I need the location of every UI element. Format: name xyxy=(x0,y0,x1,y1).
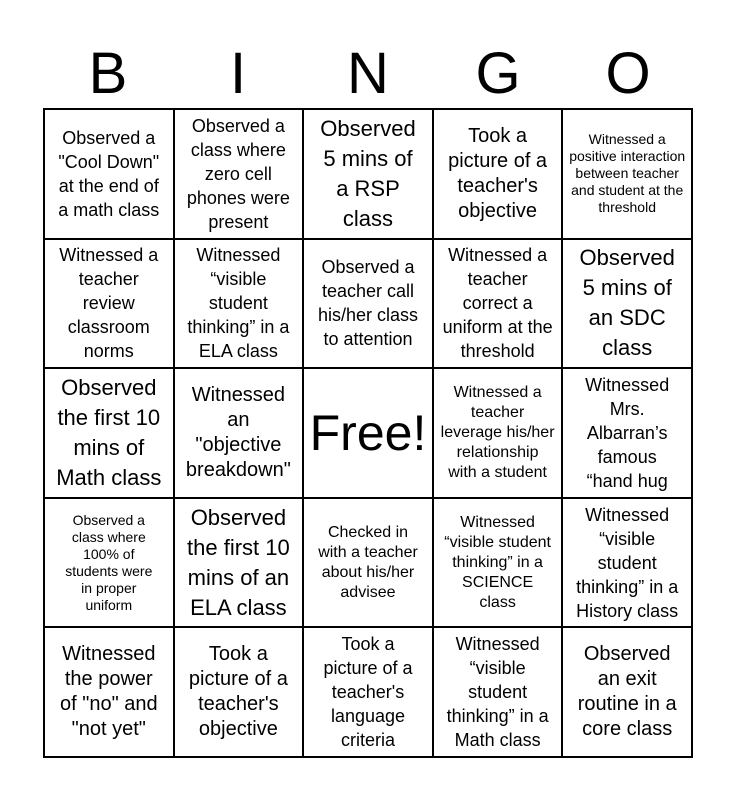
cell-text: Witnessed “visible student thinking” in a ELA class xyxy=(187,245,290,362)
cell-text: Observed a class where 100% of students were in proper uniform xyxy=(65,511,153,613)
cell-text: Observed a teacher call his/her class to attention xyxy=(317,257,419,350)
cell-text: Witnessed a teacher review classroom norms xyxy=(59,245,159,362)
cell-text: Witnessed the power of "no" and "not yet" xyxy=(59,643,158,741)
cell-text: Took a picture of a teacher's language criteria xyxy=(323,634,413,751)
bingo-cell-r5-c4[interactable] xyxy=(433,627,563,757)
bingo-header xyxy=(43,40,693,108)
cell-text: Took a picture of a teacher's objective xyxy=(448,124,548,222)
cell-text: Witnessed a positive interaction between teacher and student at the threshold xyxy=(569,131,686,216)
cell-text: Witnessed Mrs. Albarran’s famous “hand hug xyxy=(585,374,670,491)
bingo-cell-r5-c3[interactable] xyxy=(303,627,433,757)
bingo-cell-r1-c1[interactable] xyxy=(44,109,174,239)
cell-text: Witnessed “visible student thinking” in a Math class xyxy=(446,634,549,751)
cell-text: Observed the first 10 mins of Math class xyxy=(56,374,162,490)
header-letter-n: N xyxy=(347,41,389,106)
free-space-text: Free! xyxy=(309,404,427,461)
cell-text: Witnessed an "objective breakdown" xyxy=(185,383,291,481)
bingo-cell-r4-c1[interactable] xyxy=(44,498,174,628)
cell-text: Observed the first 10 mins of an ELA class xyxy=(187,504,290,620)
bingo-cell-r2-c3[interactable] xyxy=(303,239,433,369)
bingo-cell-r1-c3[interactable] xyxy=(303,109,433,239)
bingo-cell-free[interactable] xyxy=(303,368,433,498)
bingo-cell-r1-c4[interactable] xyxy=(433,109,563,239)
bingo-cell-r3-c5[interactable] xyxy=(562,368,692,498)
bingo-cell-r1-c5[interactable] xyxy=(562,109,692,239)
bingo-board xyxy=(43,108,693,758)
header-letter-i: I xyxy=(229,41,247,106)
cell-text: Took a picture of a teacher's objective xyxy=(188,643,288,741)
bingo-cell-r5-c1[interactable] xyxy=(44,627,174,757)
bingo-cell-r5-c5[interactable] xyxy=(562,627,692,757)
bingo-cell-r2-c2[interactable] xyxy=(174,239,304,369)
cell-text: Observed a class where zero cell phones were present xyxy=(186,115,290,232)
bingo-cell-r4-c4[interactable] xyxy=(433,498,563,628)
bingo-cell-r3-c2[interactable] xyxy=(174,368,304,498)
cell-text: Witnessed “visible student thinking” in a SCIENCE class xyxy=(444,513,551,611)
header-letter-o: O xyxy=(605,41,651,106)
bingo-cell-r5-c2[interactable] xyxy=(174,627,304,757)
bingo-cell-r2-c1[interactable] xyxy=(44,239,174,369)
bingo-cell-r2-c4[interactable] xyxy=(433,239,563,369)
cell-text: Observed 5 mins of an SDC class xyxy=(579,245,675,361)
cell-text: Witnessed a teacher leverage his/her relationship with a student xyxy=(440,383,555,481)
bingo-cell-r4-c3[interactable] xyxy=(303,498,433,628)
header-letter-g: G xyxy=(475,41,521,106)
bingo-cell-r1-c2[interactable] xyxy=(174,109,304,239)
cell-text: Observed an exit routine in a core class xyxy=(577,643,677,741)
bingo-cell-r2-c5[interactable] xyxy=(562,239,692,369)
cell-text: Witnessed “visible student thinking” in a History class xyxy=(576,504,679,621)
header-letter-b: B xyxy=(88,41,128,106)
bingo-cell-r4-c5[interactable] xyxy=(562,498,692,628)
cell-text: Observed a "Cool Down" at the end of a math class xyxy=(58,127,160,220)
bingo-cell-r3-c4[interactable] xyxy=(433,368,563,498)
cell-text: Witnessed a teacher correct a uniform at the threshold xyxy=(442,245,553,362)
cell-text: Checked in with a teacher about his/her advisee xyxy=(318,523,418,601)
bingo-cell-r4-c2[interactable] xyxy=(174,498,304,628)
cell-text: Observed 5 mins of a RSP class xyxy=(320,115,416,231)
bingo-cell-r3-c1[interactable] xyxy=(44,368,174,498)
